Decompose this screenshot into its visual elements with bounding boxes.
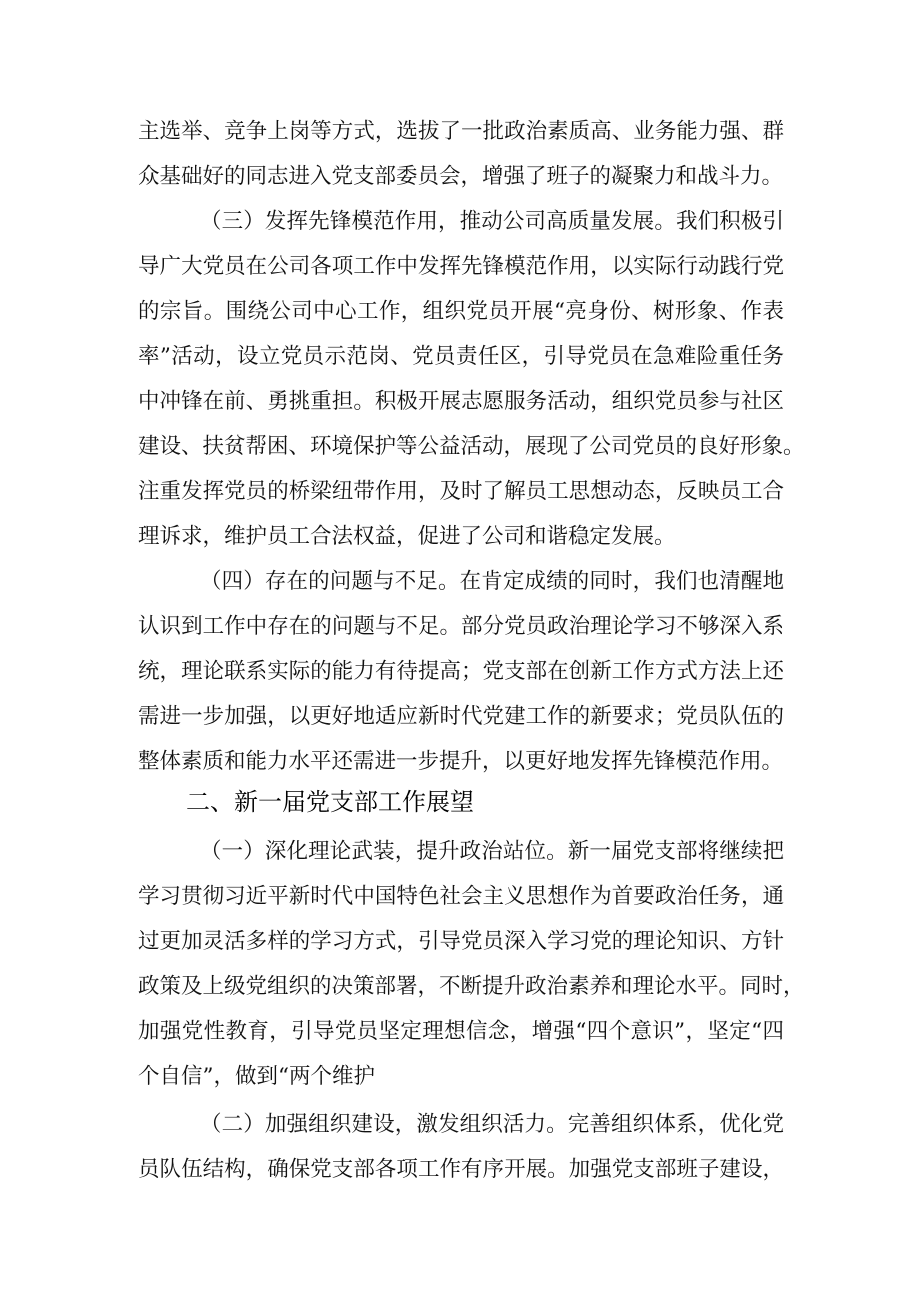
paragraph-line: 率”活动，设立党员示范岗、党员责任区，引导党员在急难险重任务 [138, 344, 784, 369]
paragraph-line: 认识到工作中存在的问题与不足。部分党员政治理论学习不够深入系 [138, 614, 784, 639]
paragraph-line: 政策及上级党组织的决策部署，不断提升政治素养和理论水平。同时， [138, 974, 805, 999]
paragraph-line: 的宗旨。围绕公司中心工作，组织党员开展“亮身份、树形象、作表 [138, 299, 784, 324]
paragraph-line: 统，理论联系实际的能力有待提高；党支部在创新工作方式方法上还 [138, 659, 784, 684]
paragraph-line: （四）存在的问题与不足。在肯定成绩的同时，我们也清醒地 [200, 569, 784, 594]
section-heading: 二、新一届党支部工作展望 [186, 788, 474, 816]
paragraph-line: 学习贯彻习近平新时代中国特色社会主义思想作为首要政治任务，通 [138, 884, 784, 909]
paragraph-line: 员队伍结构，确保党支部各项工作有序开展。加强党支部班子建设， [138, 1157, 784, 1182]
paragraph-line: 中冲锋在前、勇挑重担。积极开展志愿服务活动，组织党员参与社区 [138, 389, 784, 414]
paragraph-line: 过更加灵活多样的学习方式，引导党员深入学习党的理论知识、方针 [138, 929, 784, 954]
paragraph-line: （一）深化理论武装，提升政治站位。新一届党支部将继续把 [200, 839, 784, 864]
paragraph-line: （三）发挥先锋模范作用，推动公司高质量发展。我们积极引 [200, 209, 784, 234]
paragraph-line: 整体素质和能力水平还需进一步提升，以更好地发挥先锋模范作用。 [138, 749, 784, 774]
paragraph-line: 加强党性教育，引导党员坚定理想信念，增强“四个意识”，坚定“四 [138, 1019, 784, 1044]
paragraph-line: 主选举、竞争上岗等方式，选拔了一批政治素质高、业务能力强、群 [138, 119, 784, 144]
paragraph-line: 众基础好的同志进入党支部委员会，增强了班子的凝聚力和战斗力。 [138, 164, 784, 189]
paragraph-line: （二）加强组织建设，激发组织活力。完善组织体系，优化党 [200, 1112, 784, 1137]
paragraph-line: 建设、扶贫帮困、环境保护等公益活动，展现了公司党员的良好形象。 [138, 434, 805, 459]
paragraph-line: 需进一步加强，以更好地适应新时代党建工作的新要求；党员队伍的 [138, 704, 784, 729]
paragraph-line: 个自信”，做到“两个维护 [138, 1064, 375, 1089]
paragraph-line: 理诉求，维护员工合法权益，促进了公司和谐稳定发展。 [138, 524, 676, 549]
paragraph-line: 导广大党员在公司各项工作中发挥先锋模范作用，以实际行动践行党 [138, 254, 784, 279]
paragraph-line: 注重发挥党员的桥梁纽带作用，及时了解员工思想动态，反映员工合 [138, 479, 784, 504]
